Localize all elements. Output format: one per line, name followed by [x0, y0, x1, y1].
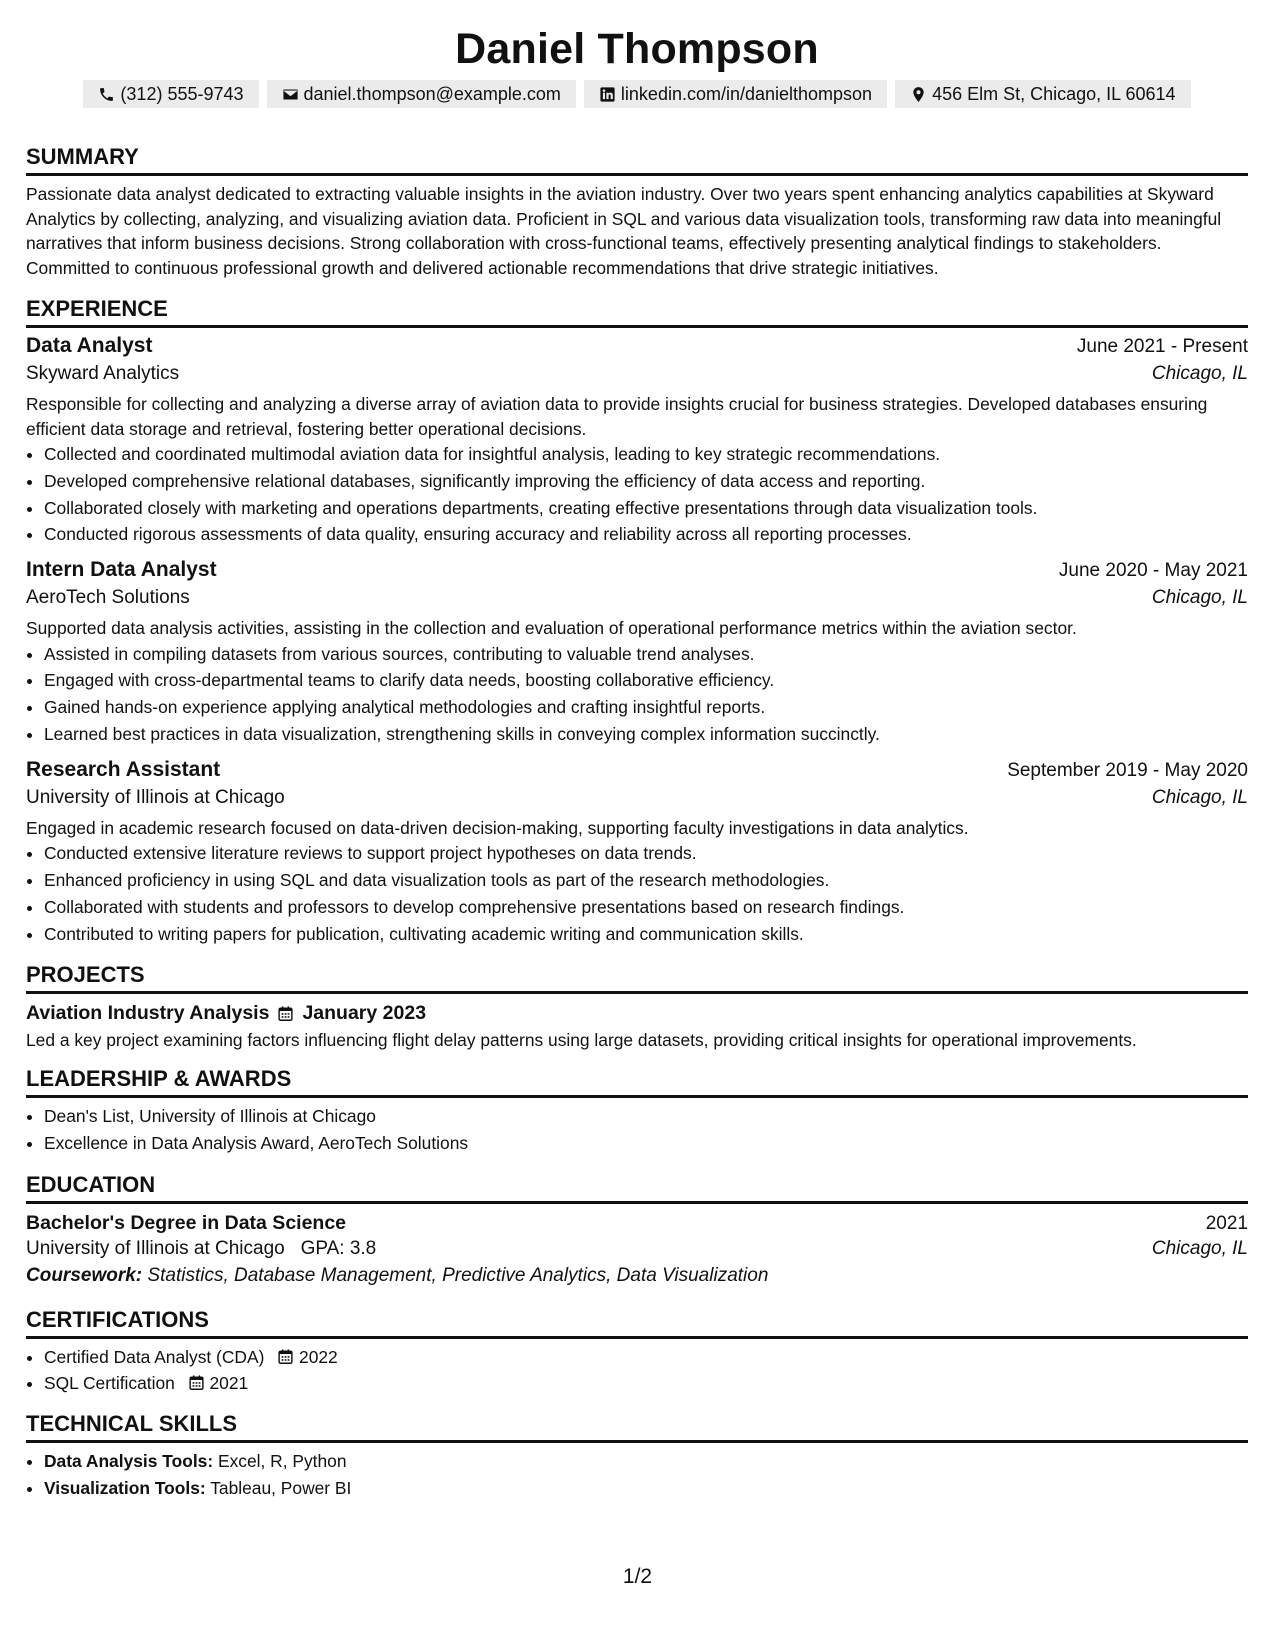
job-bullets [26, 840, 1248, 947]
projects-section [26, 962, 1248, 1053]
job-dates: June 2021 - Present [1076, 336, 1248, 357]
skills-section [26, 1411, 1248, 1502]
phone-text: (312) 555-9743 [120, 83, 244, 104]
address-text: 456 Elm St, Chicago, IL 60614 [932, 83, 1176, 104]
list-item: • Developed comprehensive relational databases, significantly improving the efficiency of data access and reporting. [44, 468, 1248, 495]
section-title-summary: SUMMARY [26, 144, 1248, 176]
job-title: Intern Data Analyst [26, 558, 217, 582]
list-item: • Assisted in compiling datasets from various sources, contributing to valuable trend analyses. [44, 641, 1248, 668]
calendar-icon [277, 1005, 294, 1022]
job-dates: June 2020 - May 2021 [1058, 560, 1248, 582]
map-marker-icon [910, 86, 927, 103]
skill-value: Tableau, Power BI [210, 1478, 352, 1499]
job-company: University of Illinois at Chicago [26, 786, 285, 808]
list-item: • Excellence in Data Analysis Award, AeroTech Solutions [44, 1130, 1248, 1157]
envelope-icon [282, 86, 299, 103]
resume-page [26, 0, 1248, 1502]
list-item [44, 1370, 1248, 1397]
cert-name: SQL Certification [44, 1373, 175, 1394]
coursework [26, 1265, 1248, 1287]
job-dates: September 2019 - May 2020 [1007, 759, 1248, 781]
cert-year: 2021 [209, 1373, 249, 1394]
section-title-experience: EXPERIENCE [26, 296, 1248, 328]
certifications-list [26, 1344, 1248, 1398]
job-bullets [26, 441, 1248, 548]
list-item: • Enhanced proficiency in using SQL and data visualization tools as part of the research methodologies. [44, 867, 1248, 894]
address-chip[interactable] [895, 80, 1190, 108]
school-line [26, 1238, 376, 1260]
job-company: AeroTech Solutions [26, 587, 190, 609]
job-header [26, 758, 1248, 782]
job-header [26, 334, 1248, 358]
list-item: • Engaged with cross-departmental teams to clarify data needs, boosting collaborative efficiency. [44, 667, 1248, 694]
job-description: Supported data analysis activities, assisting in the collection and evaluation of operational performance metrics within the aviation sector. [26, 618, 1077, 639]
degree-name: Bachelor's Degree in Data Science [26, 1211, 347, 1234]
certifications-section [26, 1307, 1248, 1398]
email-chip[interactable] [267, 80, 576, 108]
job-header [26, 558, 1248, 582]
job-bullets [26, 641, 1248, 748]
section-title-certifications: CERTIFICATIONS [26, 1307, 1248, 1339]
job-subheader [26, 363, 1248, 385]
coursework-label: Coursework: [26, 1264, 143, 1286]
list-item: • Collaborated with students and professors to develop comprehensive presentations based on research findings. [44, 894, 1248, 921]
list-item [44, 1344, 1248, 1371]
leadership-list [26, 1103, 1248, 1157]
list-item: • Contributed to writing papers for publication, cultivating academic writing and communication skills. [44, 921, 1248, 948]
list-item: • Dean's List, University of Illinois at Chicago [44, 1103, 1248, 1130]
job-subheader [26, 787, 1248, 809]
project-header [26, 1002, 1248, 1025]
section-title-leadership: LEADERSHIP & AWARDS [26, 1066, 1248, 1098]
list-item: • Learned best practices in data visualization, strengthening skills in conveying complex information succinctly. [44, 721, 1248, 748]
cert-name: Certified Data Analyst (CDA) [44, 1346, 265, 1367]
job-description: Engaged in academic research focused on data-driven decision-making, supporting faculty investigations in data analytics. [26, 817, 969, 838]
skill-value: Excel, R, Python [217, 1451, 347, 1472]
job-location: Chicago, IL [1151, 587, 1248, 609]
summary-section [26, 144, 1248, 280]
calendar-icon [277, 1346, 294, 1363]
job-company: Skyward Analytics [26, 363, 180, 384]
skill-label: Data Analysis Tools: [44, 1451, 214, 1472]
experience-section [26, 296, 1248, 948]
school-location: Chicago, IL [1151, 1237, 1248, 1259]
candidate-name: Daniel Thompson [455, 25, 819, 73]
job-subheader [26, 587, 1248, 609]
job-title: Data Analyst [26, 334, 153, 357]
phone-icon [98, 86, 115, 103]
project-name: Aviation Industry Analysis [26, 1001, 270, 1024]
phone-chip[interactable] [83, 80, 258, 108]
job-title: Research Assistant [26, 757, 221, 781]
gpa: GPA: 3.8 [300, 1237, 377, 1259]
skills-list [26, 1448, 1248, 1502]
school-name: University of Illinois at Chicago [26, 1237, 285, 1259]
list-item: • Conducted extensive literature reviews to support project hypotheses on data trends. [44, 840, 1248, 867]
list-item: • Conducted rigorous assessments of data quality, ensuring accuracy and reliability across all reporting processes. [44, 521, 1248, 548]
job-description: Responsible for collecting and analyzing a diverse array of aviation data to provide insights crucial for business strategies. Developed databases ensuring efficient data storage and retrieval, fostering better operational decisions. [26, 394, 1208, 439]
list-item: • Gained hands-on experience applying analytical methodologies and crafting insightful reports. [44, 694, 1248, 721]
linkedin-text: linkedin.com/in/danielthompson [620, 83, 873, 104]
cert-year: 2022 [299, 1346, 338, 1367]
list-item: • Collected and coordinated multimodal aviation data for insightful analysis, leading to key strategic recommendations. [44, 441, 1248, 468]
calendar-icon [188, 1372, 205, 1389]
section-title-skills: TECHNICAL SKILLS [26, 1411, 1248, 1443]
education-subheader [26, 1238, 1248, 1260]
education-section [26, 1172, 1248, 1287]
education-header [26, 1212, 1248, 1235]
section-title-education: EDUCATION [26, 1172, 1248, 1204]
job-entry [26, 758, 1248, 948]
page-number: 1/2 [622, 1565, 653, 1588]
contact-bar [26, 80, 1248, 108]
email-text: daniel.thompson@example.com [303, 83, 561, 104]
project-date: January 2023 [302, 1001, 427, 1024]
list-item: • Collaborated closely with marketing and operations departments, creating effective presentations through data visualization tools. [44, 495, 1248, 522]
coursework-text: Statistics, Database Management, Predictive Analytics, Data Visualization [147, 1264, 769, 1286]
job-location: Chicago, IL [1151, 363, 1248, 384]
leadership-section [26, 1066, 1248, 1157]
skill-label: Visualization Tools: [44, 1478, 206, 1499]
job-entry [26, 334, 1248, 548]
list-item [44, 1475, 1248, 1502]
job-location: Chicago, IL [1151, 786, 1248, 808]
linkedin-chip[interactable] [584, 80, 887, 108]
summary-text: Passionate data analyst dedicated to extracting valuable insights in the aviation industry. Over two years spent enhancing analytics capabilities at Skyward Analytics by collecting, analyzing, and visualizing aviation data. Proficient in SQL and various data visualization tools, transforming raw data into meaningful narratives that inform business decisions. Strong collaboration with cross-functional teams, effectively presenting analytical findings to stakeholders. Committed to continuous professional growth and delivered actionable recommendations that drive strategic initiatives. [26, 184, 1222, 278]
list-item [44, 1448, 1248, 1475]
section-title-projects: PROJECTS [26, 962, 1248, 994]
job-entry [26, 558, 1248, 748]
linkedin-icon [599, 86, 616, 103]
graduation-year: 2021 [1205, 1212, 1248, 1234]
project-description: Led a key project examining factors influencing flight delay patterns using large datasets, providing critical insights for operational improvements. [26, 1029, 1137, 1050]
